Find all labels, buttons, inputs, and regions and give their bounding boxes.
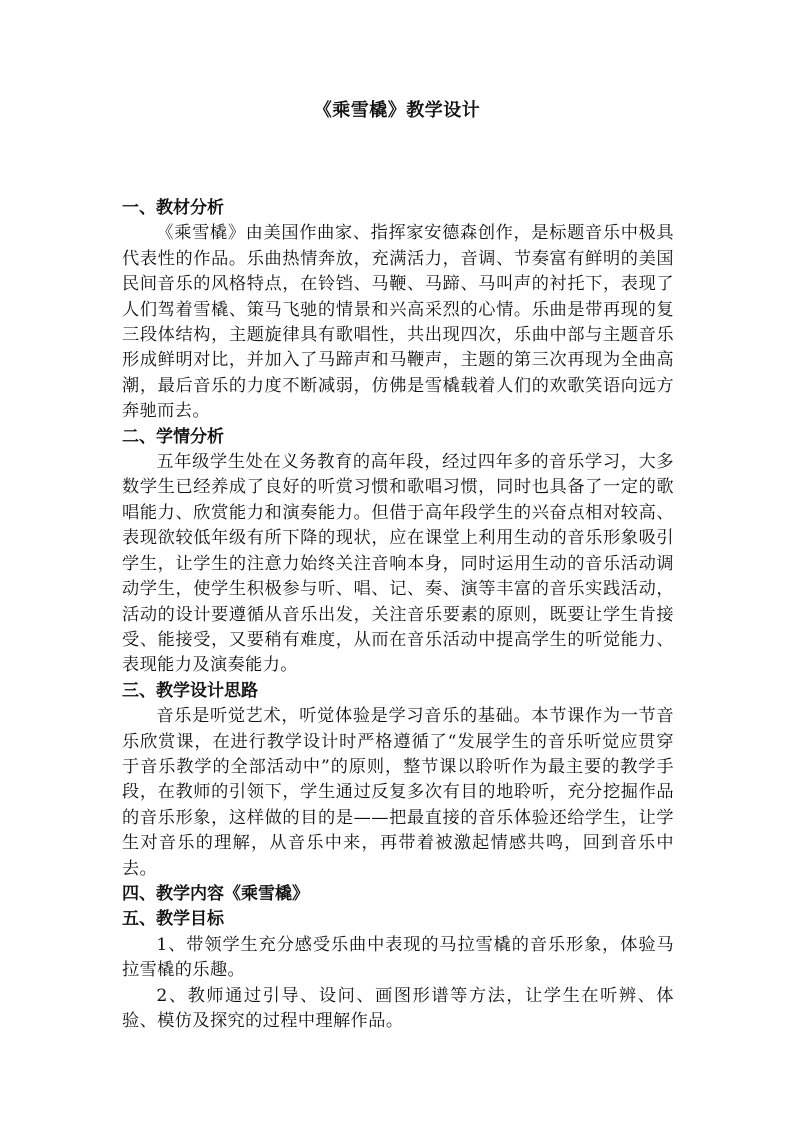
section-heading: 三、教学设计思路: [122, 680, 258, 701]
section-teaching-material-analysis: [122, 196, 674, 425]
objective-item: 2、教师通过引导、设问、画图形谱等方法，让学生在听辨、体验、模仿及探究的过程中理解作品。: [122, 985, 674, 1031]
section-heading: 一、教材分析: [122, 198, 224, 218]
document-title: 《乘雪橇》教学设计: [313, 100, 481, 121]
section-paragraph: 《乘雪橇》由美国作曲家、指挥家安德森创作，是标题音乐中极具代表性的作品。乐曲热情奔放，充满活力，音调、节奏富有鲜明的美国民间音乐的风格特点，在铃铛、马鞭、马蹄、马叫声的衬托下，表现了人们驾着雪橇、策马飞驰的情景和兴高采烈的心情。乐曲是带再现的复三段体结构，主题旋律具有歌唱性，共出现四次，乐曲中部与主题音乐形成鲜明对比，并加入了马蹄声和马鞭声，主题的第三次再现为全曲高潮，最后音乐的力度不断减弱，仿佛是雪橇载着人们的欢歌笑语向远方奔驰而去。: [122, 223, 674, 422]
section-heading: 四、教学内容《乘雪橇》: [122, 883, 309, 904]
section-paragraph: 音乐是听觉艺术，听觉体验是学习音乐的基础。本节课作为一节音乐欣赏课，在进行教学设计时严格遵循了“发展学生的音乐听觉应贯穿于音乐教学的全部活动中”的原则，整节课以聆听作为最主要的教学手段，在教师的引领下，学生通过反复多次有目的地聆听，充分挖掘作品的音乐形象，这样做的目的是——把最直接的音乐体验还给学生，让学生对音乐的理解，从音乐中来，再带着被激起情感共鸣，回到音乐中去。: [122, 706, 674, 879]
section-teaching-objectives: [122, 907, 674, 1034]
section-heading: 二、学情分析: [122, 426, 224, 447]
objective-item: 1、带领学生充分感受乐曲中表现的马拉雪橇的音乐形象，体验马拉雪橇的乐趣。: [122, 934, 674, 981]
section-heading: 五、教学目标: [122, 909, 224, 930]
section-student-analysis: [122, 425, 674, 679]
document-body: [122, 196, 674, 1034]
section-teaching-content: [122, 882, 674, 907]
section-paragraph: 五年级学生处在义务教育的高年段，经过四年多的音乐学习，大多数学生已经养成了良好的听赏习惯和歌唱习惯，同时也具备了一定的歌唱能力、欣赏能力和演奏能力。但借于高年段学生的兴奋点相对较高、表现欲较低年级有所下降的现状，应在课堂上利用生动的音乐形象吸引学生，让学生的注意力始终关注音响本身，同时运用生动的音乐活动调动学生，使学生积极参与听、唱、记、奏、演等丰富的音乐实践活动，活动的设计要遵循从音乐出发，关注音乐要素的原则，既要让学生肯接受、能接受，又要稍有难度，从而在音乐活动中提高学生的听觉能力、表现能力及演奏能力。: [122, 452, 674, 676]
section-design-idea: [122, 679, 674, 882]
